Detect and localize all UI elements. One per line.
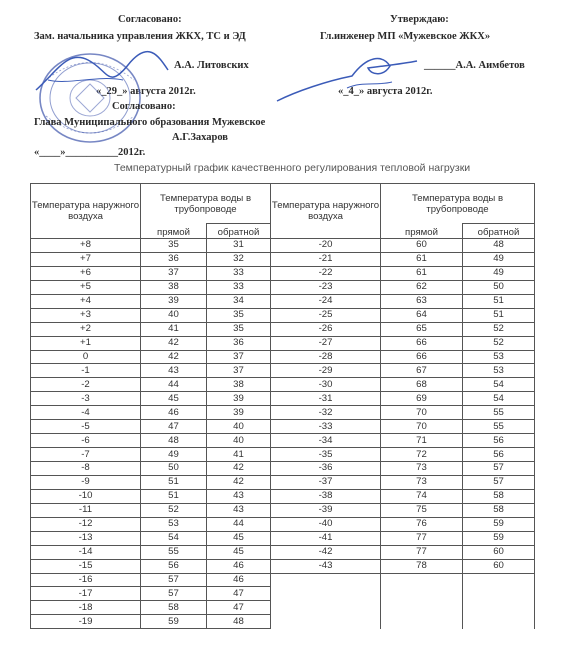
empty-cell: [463, 587, 535, 601]
left-return-cell: 47: [207, 601, 271, 615]
approval-second-position: Глава Муниципального образования Мужевское: [34, 117, 266, 128]
right-supply-cell: 78: [381, 559, 463, 573]
left-return-cell: 38: [207, 378, 271, 392]
table-row: [31, 503, 535, 517]
empty-cell: [271, 587, 381, 601]
approval-left-position: Зам. начальника управления ЖКХ, ТС и ЭД: [34, 31, 246, 42]
left-supply-cell: 39: [141, 294, 207, 308]
table-row: [31, 601, 535, 615]
left-supply-cell: 59: [141, 615, 207, 629]
left-supply-cell: 35: [141, 239, 207, 253]
right-supply-cell: 64: [381, 308, 463, 322]
right-return-cell: 60: [463, 559, 535, 573]
left-outdoor-cell: -11: [31, 503, 141, 517]
right-supply-cell: 68: [381, 378, 463, 392]
right-outdoor-cell: -26: [271, 322, 381, 336]
left-supply-cell: 53: [141, 517, 207, 531]
header-supply-right: прямой: [381, 224, 463, 239]
left-supply-cell: 56: [141, 559, 207, 573]
left-supply-cell: 49: [141, 448, 207, 462]
empty-cell: [463, 601, 535, 615]
right-outdoor-cell: -27: [271, 336, 381, 350]
right-outdoor-cell: -20: [271, 239, 381, 253]
right-supply-cell: 77: [381, 531, 463, 545]
right-supply-cell: 61: [381, 252, 463, 266]
left-outdoor-cell: -4: [31, 406, 141, 420]
right-supply-cell: 73: [381, 462, 463, 476]
left-return-cell: 46: [207, 559, 271, 573]
approval-right-position: Гл.инженер МП «Мужевское ЖКХ»: [320, 31, 491, 42]
right-supply-cell: 69: [381, 392, 463, 406]
right-outdoor-cell: -43: [271, 559, 381, 573]
left-return-cell: 44: [207, 517, 271, 531]
table-row: [31, 294, 535, 308]
left-supply-cell: 41: [141, 322, 207, 336]
table-row: [31, 336, 535, 350]
right-supply-cell: 71: [381, 434, 463, 448]
right-return-cell: 52: [463, 322, 535, 336]
left-outdoor-cell: -19: [31, 615, 141, 629]
left-return-cell: 40: [207, 420, 271, 434]
left-return-cell: 39: [207, 406, 271, 420]
table-row: [31, 420, 535, 434]
header-outdoor-left: Температура наружного воздуха: [31, 184, 141, 239]
right-return-cell: 50: [463, 280, 535, 294]
right-supply-cell: 75: [381, 503, 463, 517]
left-outdoor-cell: -3: [31, 392, 141, 406]
left-return-cell: 34: [207, 294, 271, 308]
right-outdoor-cell: -28: [271, 350, 381, 364]
left-return-cell: 42: [207, 462, 271, 476]
right-outdoor-cell: -31: [271, 392, 381, 406]
right-return-cell: 59: [463, 517, 535, 531]
approval-right-signer: ______А.А. Аимбетов: [424, 60, 525, 71]
table-row: [31, 280, 535, 294]
table-row: [31, 239, 535, 253]
right-supply-cell: 73: [381, 475, 463, 489]
left-outdoor-cell: +1: [31, 336, 141, 350]
left-supply-cell: 52: [141, 503, 207, 517]
empty-cell: [381, 615, 463, 629]
empty-cell: [271, 573, 381, 587]
right-return-cell: 53: [463, 350, 535, 364]
right-return-cell: 58: [463, 489, 535, 503]
left-supply-cell: 57: [141, 573, 207, 587]
left-outdoor-cell: -9: [31, 475, 141, 489]
right-outdoor-cell: -24: [271, 294, 381, 308]
right-return-cell: 57: [463, 475, 535, 489]
approval-left-date: «_29_» августа 2012г.: [96, 86, 196, 97]
right-outdoor-cell: -38: [271, 489, 381, 503]
temperature-table: [30, 183, 535, 629]
right-return-cell: 55: [463, 420, 535, 434]
left-outdoor-cell: -2: [31, 378, 141, 392]
right-supply-cell: 74: [381, 489, 463, 503]
table-row: [31, 545, 535, 559]
table-row: [31, 308, 535, 322]
approval-second-signer: А.Г.Захаров: [172, 132, 228, 143]
document-title: Температурный график качественного регулирования тепловой нагрузки: [114, 162, 471, 174]
left-supply-cell: 46: [141, 406, 207, 420]
table-row: [31, 573, 535, 587]
right-supply-cell: 61: [381, 266, 463, 280]
right-return-cell: 52: [463, 336, 535, 350]
left-outdoor-cell: -16: [31, 573, 141, 587]
left-outdoor-cell: -7: [31, 448, 141, 462]
left-supply-cell: 36: [141, 252, 207, 266]
left-supply-cell: 55: [141, 545, 207, 559]
approval-right-date: «_4_» августа 2012г.: [338, 86, 433, 97]
left-return-cell: 35: [207, 322, 271, 336]
right-supply-cell: 66: [381, 350, 463, 364]
empty-cell: [463, 573, 535, 587]
left-supply-cell: 54: [141, 531, 207, 545]
left-outdoor-cell: +6: [31, 266, 141, 280]
right-outdoor-cell: -22: [271, 266, 381, 280]
left-return-cell: 37: [207, 364, 271, 378]
left-supply-cell: 45: [141, 392, 207, 406]
right-return-cell: 49: [463, 252, 535, 266]
left-supply-cell: 44: [141, 378, 207, 392]
left-outdoor-cell: -1: [31, 364, 141, 378]
right-outdoor-cell: -34: [271, 434, 381, 448]
left-outdoor-cell: -6: [31, 434, 141, 448]
right-supply-cell: 65: [381, 322, 463, 336]
table-row: [31, 448, 535, 462]
left-outdoor-cell: +3: [31, 308, 141, 322]
right-outdoor-cell: -37: [271, 475, 381, 489]
empty-cell: [271, 615, 381, 629]
right-supply-cell: 77: [381, 545, 463, 559]
right-return-cell: 49: [463, 266, 535, 280]
left-return-cell: 43: [207, 503, 271, 517]
table-row: [31, 462, 535, 476]
left-return-cell: 43: [207, 489, 271, 503]
approval-second-date: «____»__________2012г.: [34, 147, 146, 158]
left-return-cell: 33: [207, 280, 271, 294]
approval-left-heading: Согласовано:: [118, 14, 182, 25]
left-outdoor-cell: -17: [31, 587, 141, 601]
right-return-cell: 59: [463, 531, 535, 545]
table-row: [31, 531, 535, 545]
left-supply-cell: 42: [141, 350, 207, 364]
right-return-cell: 54: [463, 378, 535, 392]
left-return-cell: 33: [207, 266, 271, 280]
right-supply-cell: 63: [381, 294, 463, 308]
approval-second-heading: Согласовано:: [112, 101, 176, 112]
right-return-cell: 57: [463, 462, 535, 476]
table-row: [31, 587, 535, 601]
header-outdoor-right: Температура наружного воздуха: [271, 184, 381, 239]
table-row: [31, 322, 535, 336]
right-supply-cell: 70: [381, 406, 463, 420]
left-outdoor-cell: +4: [31, 294, 141, 308]
left-outdoor-cell: -14: [31, 545, 141, 559]
left-return-cell: 47: [207, 587, 271, 601]
header-return-right: обратной: [463, 224, 535, 239]
left-return-cell: 41: [207, 448, 271, 462]
left-supply-cell: 50: [141, 462, 207, 476]
right-outdoor-cell: -33: [271, 420, 381, 434]
table-row: [31, 489, 535, 503]
empty-cell: [463, 615, 535, 629]
left-outdoor-cell: +5: [31, 280, 141, 294]
table-row: [31, 266, 535, 280]
approval-right-heading: Утверждаю:: [390, 14, 449, 25]
right-outdoor-cell: -29: [271, 364, 381, 378]
empty-cell: [381, 587, 463, 601]
left-supply-cell: 47: [141, 420, 207, 434]
table-row: [31, 350, 535, 364]
right-return-cell: 53: [463, 364, 535, 378]
left-outdoor-cell: 0: [31, 350, 141, 364]
left-return-cell: 46: [207, 573, 271, 587]
right-outdoor-cell: -30: [271, 378, 381, 392]
empty-cell: [271, 601, 381, 615]
right-outdoor-cell: -25: [271, 308, 381, 322]
left-supply-cell: 51: [141, 475, 207, 489]
left-return-cell: 31: [207, 239, 271, 253]
right-outdoor-cell: -40: [271, 517, 381, 531]
left-outdoor-cell: -10: [31, 489, 141, 503]
right-outdoor-cell: -42: [271, 545, 381, 559]
header-water-left: Температура воды в трубопроводе: [141, 184, 271, 224]
left-return-cell: 32: [207, 252, 271, 266]
header-return-left: обратной: [207, 224, 271, 239]
left-return-cell: 39: [207, 392, 271, 406]
table-row: [31, 364, 535, 378]
right-supply-cell: 70: [381, 420, 463, 434]
left-outdoor-cell: -8: [31, 462, 141, 476]
right-return-cell: 51: [463, 308, 535, 322]
left-return-cell: 45: [207, 545, 271, 559]
empty-cell: [381, 573, 463, 587]
left-supply-cell: 37: [141, 266, 207, 280]
table-row: [31, 475, 535, 489]
left-return-cell: 35: [207, 308, 271, 322]
left-outdoor-cell: -13: [31, 531, 141, 545]
table-row: [31, 406, 535, 420]
left-supply-cell: 57: [141, 587, 207, 601]
left-return-cell: 36: [207, 336, 271, 350]
right-return-cell: 48: [463, 239, 535, 253]
right-return-cell: 56: [463, 448, 535, 462]
left-outdoor-cell: +7: [31, 252, 141, 266]
right-supply-cell: 76: [381, 517, 463, 531]
left-outdoor-cell: +8: [31, 239, 141, 253]
left-supply-cell: 40: [141, 308, 207, 322]
left-supply-cell: 43: [141, 364, 207, 378]
table-body: [31, 239, 535, 629]
left-outdoor-cell: -5: [31, 420, 141, 434]
right-outdoor-cell: -36: [271, 462, 381, 476]
approval-left-signer: А.А. Литовских: [174, 60, 249, 71]
table-row: [31, 378, 535, 392]
right-outdoor-cell: -39: [271, 503, 381, 517]
right-outdoor-cell: -35: [271, 448, 381, 462]
left-return-cell: 37: [207, 350, 271, 364]
empty-cell: [381, 601, 463, 615]
left-return-cell: 48: [207, 615, 271, 629]
left-return-cell: 45: [207, 531, 271, 545]
right-outdoor-cell: -41: [271, 531, 381, 545]
signature-right-icon: [272, 46, 422, 110]
right-outdoor-cell: -32: [271, 406, 381, 420]
right-return-cell: 58: [463, 503, 535, 517]
table-row: [31, 392, 535, 406]
right-return-cell: 54: [463, 392, 535, 406]
right-return-cell: 51: [463, 294, 535, 308]
left-supply-cell: 58: [141, 601, 207, 615]
left-outdoor-cell: -18: [31, 601, 141, 615]
right-supply-cell: 60: [381, 239, 463, 253]
left-supply-cell: 42: [141, 336, 207, 350]
right-supply-cell: 66: [381, 336, 463, 350]
right-supply-cell: 67: [381, 364, 463, 378]
left-return-cell: 40: [207, 434, 271, 448]
right-return-cell: 60: [463, 545, 535, 559]
table-row: [31, 434, 535, 448]
right-outdoor-cell: -23: [271, 280, 381, 294]
right-return-cell: 56: [463, 434, 535, 448]
left-return-cell: 42: [207, 475, 271, 489]
left-outdoor-cell: -15: [31, 559, 141, 573]
left-outdoor-cell: -12: [31, 517, 141, 531]
header-supply-left: прямой: [141, 224, 207, 239]
header-water-right: Температура воды в трубопроводе: [381, 184, 535, 224]
left-supply-cell: 51: [141, 489, 207, 503]
left-supply-cell: 38: [141, 280, 207, 294]
signature-left-icon: [28, 40, 178, 110]
table-row: [31, 517, 535, 531]
left-supply-cell: 48: [141, 434, 207, 448]
right-supply-cell: 72: [381, 448, 463, 462]
table-row: [31, 615, 535, 629]
right-return-cell: 55: [463, 406, 535, 420]
left-outdoor-cell: +2: [31, 322, 141, 336]
table-row: [31, 559, 535, 573]
right-outdoor-cell: -21: [271, 252, 381, 266]
table-row: [31, 252, 535, 266]
right-supply-cell: 62: [381, 280, 463, 294]
